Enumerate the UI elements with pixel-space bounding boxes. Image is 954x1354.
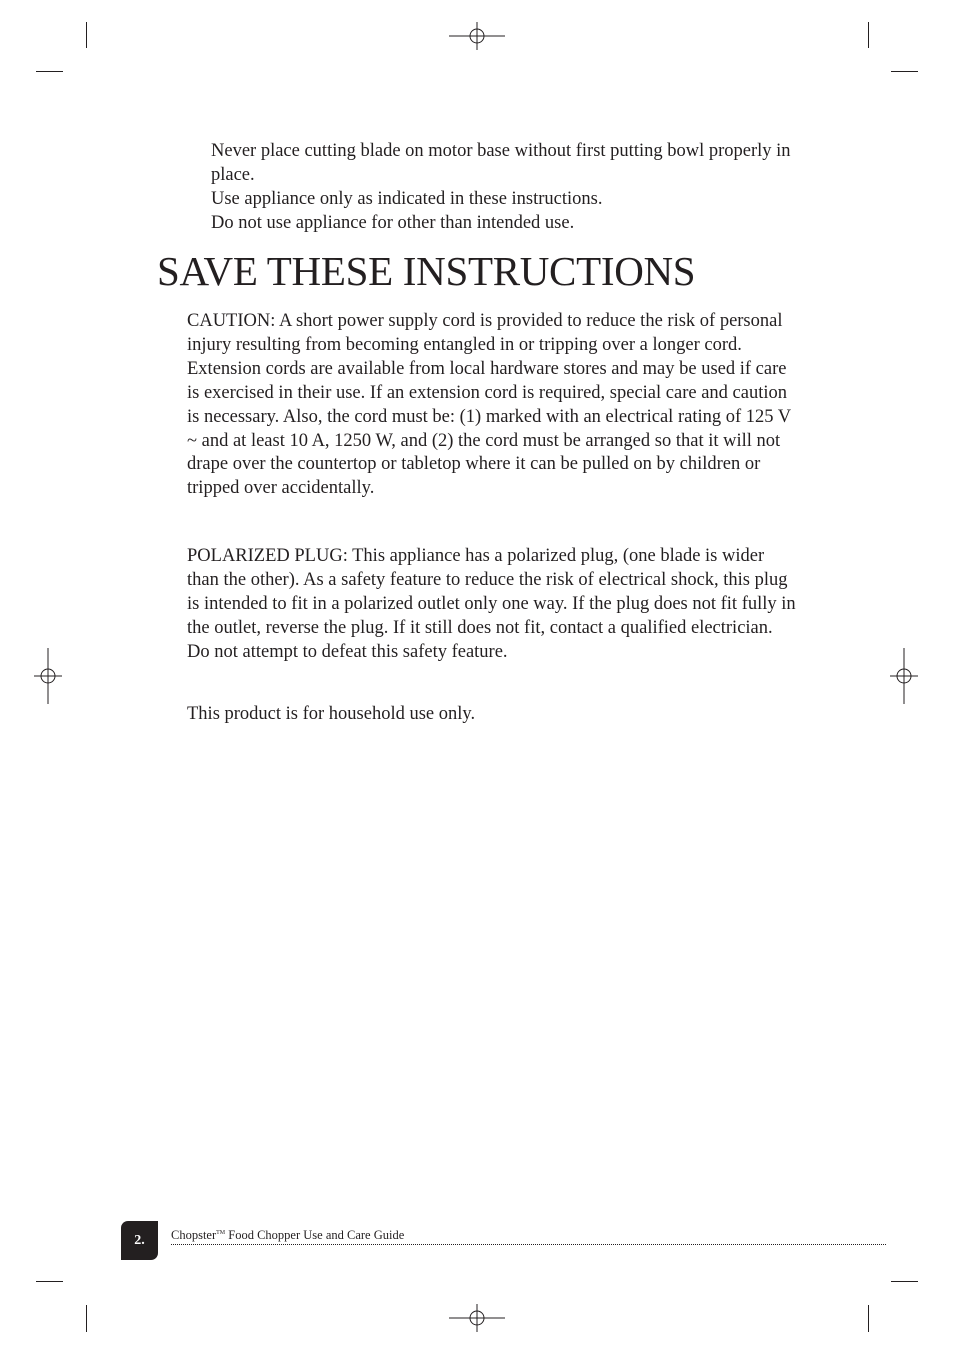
crop-mark [86, 22, 87, 48]
caution-paragraph: CAUTION: A short power supply cord is provided to reduce the risk of personal injury resulting from becoming entangled in or tripping over a longer cord. Extension cords are available from local hardware stores and may be used if care is exercised in their use. If an extension cord is required, special care and caution is necessary. Also, the cord must be: (1) marked with an electrical rating of 125 V ~ and at least 10 A, 1250 W, and (2) the cord must be arranged so that it will not drape over the countertop or tabletop where it can be pulled on by children or tripped over accidentally. [187, 311, 791, 499]
registration-mark-icon [20, 648, 76, 704]
page-number-badge: 2. [121, 1221, 158, 1260]
list-item: Use appliance only as indicated in these instructions. [211, 189, 603, 209]
footer-title [171, 1225, 404, 1243]
safety-list [211, 139, 811, 235]
crop-mark [891, 1281, 918, 1282]
crop-mark [868, 22, 869, 48]
list-item: Never place cutting blade on motor base without first putting bowl properly in place. [211, 141, 791, 185]
footer-brand: Chopster [171, 1228, 217, 1242]
registration-mark-icon [876, 648, 932, 704]
registration-mark-icon [449, 8, 505, 64]
crop-mark [36, 71, 63, 72]
crop-mark [891, 71, 918, 72]
crop-mark [868, 1305, 869, 1332]
section-heading: SAVE THESE INSTRUCTIONS [157, 248, 696, 294]
crop-mark [36, 1281, 63, 1282]
polarized-plug-paragraph: POLARIZED PLUG: This appliance has a polarized plug, (one blade is wider than the other). As a safety feature to reduce the risk of electrical shock, this plug is intended to fit in a polarized outlet only one way. If the plug does not fit fully in the outlet, reverse the plug. If it still does not fit, contact a qualified electrician. Do not attempt to defeat this safety feature. [187, 546, 796, 662]
trademark-mark: TM [216, 1230, 226, 1236]
registration-mark-icon [449, 1290, 505, 1346]
footer-guide-title: Food Chopper Use and Care Guide [228, 1228, 405, 1242]
list-item: Do not use appliance for other than intended use. [211, 213, 575, 233]
footer-divider [171, 1244, 886, 1245]
crop-mark [86, 1305, 87, 1332]
household-use-note: This product is for household use only. [187, 704, 476, 724]
